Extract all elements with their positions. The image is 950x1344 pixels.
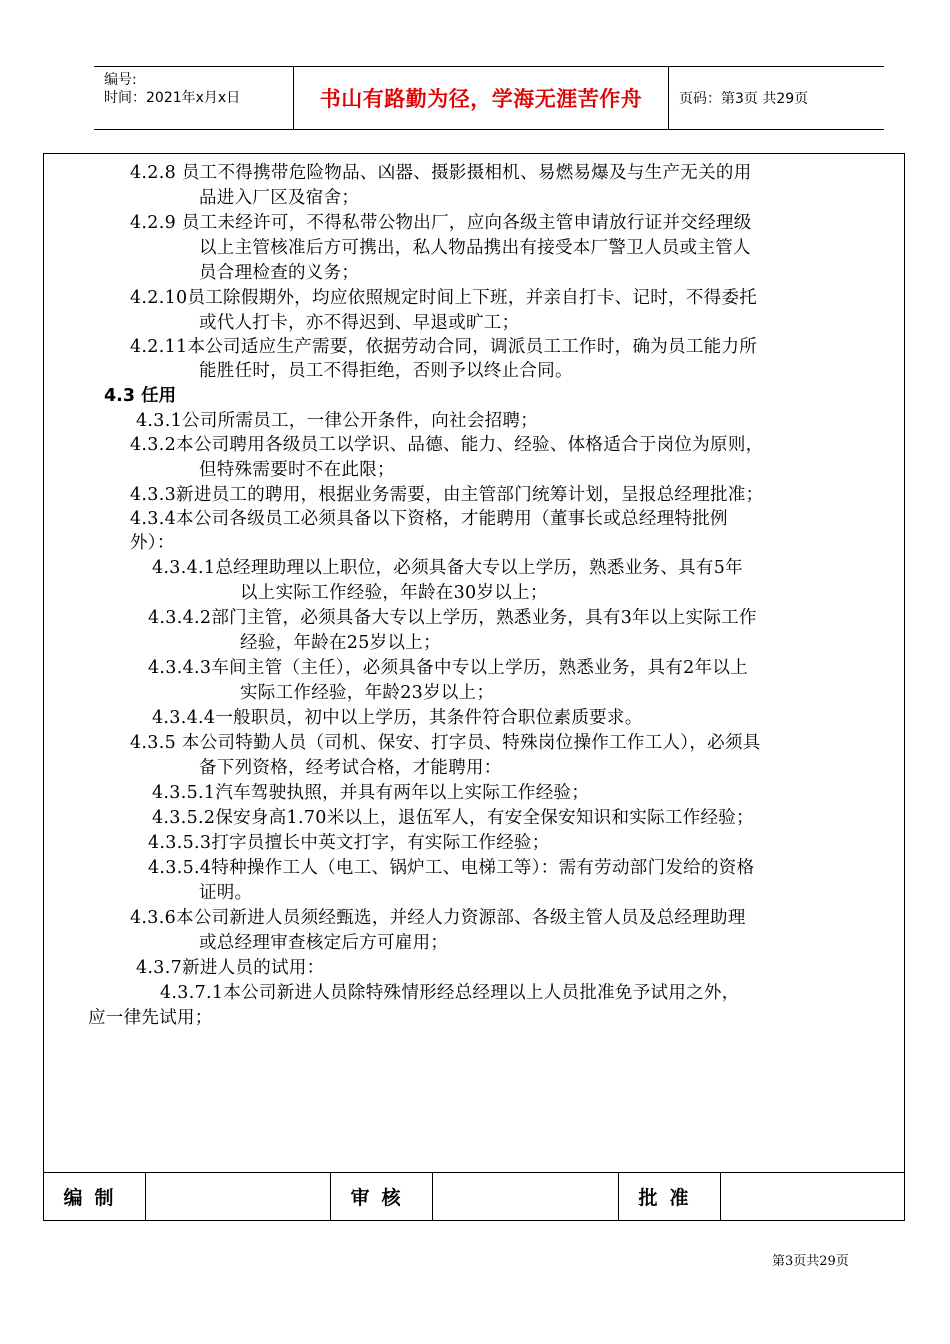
header-motto: 书山有路勤为径，学海无涯苦作舟: [294, 67, 669, 129]
text-line: 4.2.10员工除假期外，均应依照规定时间上下班，并亲自打卡、记时，不得委托: [130, 288, 758, 308]
signature-row: [44, 1172, 904, 1220]
text-line: 应一律先试用；: [88, 1008, 213, 1028]
text-line: 4.2.11本公司适应生产需要，依据劳动合同，调派员工工作时，确为员工能力所: [130, 337, 758, 357]
text-line: 4.2.9 员工未经许可，不得私带公物出厂，应向各级主管申请放行证并交经理级: [130, 213, 752, 233]
text-line: 4.3.7.1本公司新进人员除特殊情形经总经理以上人员批准免予试用之外，: [160, 983, 740, 1003]
approve-field[interactable]: [721, 1173, 904, 1220]
header-page-label: 页码：第3页 共29页: [679, 91, 809, 107]
compile-label: 编制: [44, 1173, 146, 1220]
text-line: 能胜任时，员工不得拒绝，否则予以终止合同。: [199, 361, 573, 381]
text-line: 但特殊需要时不在此限；: [199, 460, 395, 480]
text-line: 证明。: [199, 883, 253, 903]
review-label: 审核: [331, 1173, 433, 1220]
text-line: 员合理检查的义务；: [199, 263, 360, 283]
approve-label: 批准: [619, 1173, 721, 1220]
text-line: 4.3.5.2保安身高1.70米以上，退伍军人，有安全保安知识和实际工作经验；: [152, 808, 754, 828]
text-line: 4.2.8 员工不得携带危险物品、凶器、摄影摄相机、易燃易爆及与生产无关的用: [130, 163, 752, 183]
text-line: 以上主管核准后方可携出，私人物品携出有接受本厂警卫人员或主管人: [199, 238, 751, 258]
review-field[interactable]: [433, 1173, 619, 1220]
compile-field[interactable]: [146, 1173, 331, 1220]
text-line: 4.3.2本公司聘用各级员工以学识、品德、能力、经验、体格适合于岗位为原则，: [130, 435, 764, 455]
text-line: 或代人打卡，亦不得迟到、早退或旷工；: [199, 313, 520, 333]
serial-label: 编号:: [104, 72, 137, 88]
text-line: 4.3.3新进员工的聘用，根据业务需要，由主管部门统筹计划，呈报总经理批准；: [130, 485, 764, 505]
header-meta: [94, 67, 294, 129]
text-line: 4.3.4.3车间主管（主任），必须具备中专以上学历，熟悉业务，具有2年以上: [148, 658, 749, 678]
text-line: 4.3.4.4一般职员，初中以上学历，其条件符合职位素质要求。: [152, 708, 643, 728]
text-line: 经验，年龄在25岁以上；: [240, 633, 441, 653]
text-line: 4.3.5.3打字员擅长中英文打字，有实际工作经验；: [148, 833, 550, 853]
text-line: 4.3.5 本公司特勤人员（司机、保安、打字员、特殊岗位操作工作工人），必须具: [130, 733, 761, 753]
text-line: 4.3.6本公司新进人员须经甄选，并经人力资源部、各级主管人员及总经理助理: [130, 908, 746, 928]
content-box: [43, 153, 905, 1221]
text-line: 实际工作经验，年龄23岁以上；: [240, 683, 495, 703]
text-line: 4.3.4本公司各级员工必须具备以下资格，才能聘用（董事长或总经理特批例: [130, 509, 728, 529]
text-line: 4.3.5.4特种操作工人（电工、锅炉工、电梯工等）：需有劳动部门发给的资格: [148, 858, 755, 878]
text-line: 外）：: [130, 533, 175, 553]
text-line: 4.3.5.1汽车驾驶执照，并具有两年以上实际工作经验；: [152, 783, 590, 803]
text-line: 品进入厂区及宿舍；: [199, 188, 360, 208]
text-line: 或总经理审查核定后方可雇用；: [199, 933, 449, 953]
text-line: 以上实际工作经验，年龄在30岁以上；: [240, 583, 548, 603]
document-header: [94, 66, 884, 130]
text-line: 4.3.4.2部门主管，必须具备大专以上学历，熟悉业务，具有3年以上实际工作: [148, 608, 757, 628]
text-line: 4.3.7新进人员的试用：: [136, 958, 325, 978]
text-line: 4.3.4.1总经理助理以上职位，必须具备大专以上学历，熟悉业务、具有5年: [152, 558, 743, 578]
section-heading: 4.3 任用: [104, 386, 177, 406]
text-line: 4.3.1公司所需员工，一律公开条件，向社会招聘；: [136, 411, 539, 431]
time-label: 时间：2021年x月x日: [104, 90, 241, 106]
page-footer: 第3页共29页: [772, 1254, 849, 1269]
text-line: 备下列资格，经考试合格，才能聘用：: [199, 758, 502, 778]
